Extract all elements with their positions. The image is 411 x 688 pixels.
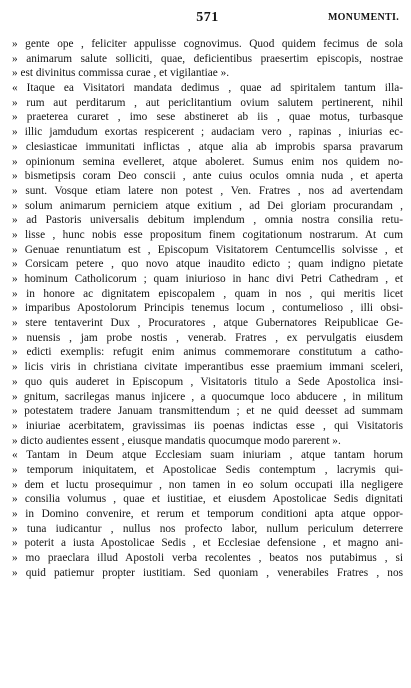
text-line: « Tantam in Deum atque Ecclesiam suam iniuriam , atque tantam horum [12, 449, 403, 462]
text-line: » mo praeclara illud Apostoli verba recolentes , beatos nos putabimus , si [12, 552, 403, 565]
text-line: « Itaque ea Visitatori mandata dedimus , quae ad spiritalem tantum illa- [12, 82, 403, 95]
text-line: » gnitum, sacrilegas manus injicere , a quocumque loco abducere , in militum [12, 390, 403, 403]
text-line: » solum animarum perniciem atque exitium , ad Dei gloriam procurandam , [12, 199, 403, 212]
text-line: » in honore ac dignitatem episcopalem , quam in nos , qui meritis licet [12, 287, 403, 300]
text-line: » edicti exemplis: refugit enim animus commemorare constitutum a catho- [12, 346, 403, 359]
text-line: » dem et luctu prosequimur , non tamen in eo solum occupati illa negligere [12, 478, 403, 491]
text-line: » clesiasticae immunitati inflictas , atque alia ab improbis sparsa pravarum [12, 140, 403, 153]
text-line: » temporum iniquitatem, et Apostolicae Sedis contemptum , lacrymis qui- [12, 463, 403, 476]
text-line: » rum aut perditarum , aut periclitantium ovium salutem pertinerent, nihil [12, 96, 403, 109]
text-line: » tuna iudicantur , nullus nos profecto labor, nullum periculum deterrere [12, 522, 403, 535]
text-line: » stere tentaverint Dux , Procuratores , atque Gubernatores Reipublicae Ge- [12, 317, 403, 330]
text-line: » sunt. Vosque etiam latere non potest , Ven. Fratres , nos ad avertendam [12, 184, 403, 197]
text-line: » bismetipsis coram Deo conscii , ante cuius oculos omnia nuda , et aperta [12, 170, 403, 183]
running-head: MONUMENTI. [327, 12, 399, 23]
text-line: » nuensis , jam probe nostis , venerab. Fratres , ex pervulgatis eiusdem [12, 331, 403, 344]
text-line: » quid patiemur propter iustitiam. Sed quoniam , venerabiles Fratres , nos [12, 566, 403, 579]
text-line: » gente ope , feliciter appulisse cognovimus. Quod quidem fecimus de sola [12, 38, 403, 50]
page-header [12, 10, 403, 30]
text-line: » quo quis auderet in Episcopum , Visitatoris titulo a Sede Apostolica insi- [12, 375, 403, 388]
text-line: » hominum Catholicorum ; quam iniurioso in hanc divi Petri Cathedram , et [12, 273, 403, 285]
text-line: » in Domino convenire, et rerum et temporum conditioni apta atque oppor- [12, 508, 403, 520]
text-line: » consilia volumus , quae et iustitiae, et eiusdem Apostolicae Sedis dignitati [12, 493, 403, 506]
page-number: 571 [196, 10, 219, 25]
text-line: » potestatem tradere Januam transmittendum ; et ne quid deesset ad summam [12, 405, 403, 418]
text-line: » dicto audientes essent , eiusque mandatis quocumque modo parerent ». [12, 434, 341, 447]
text-line: » Genuae renuntiatum est , Episcopum Visitatorem Centumcellis solvisse , et [12, 243, 403, 256]
text-line: » praeterea curaret , imo sese abstineret ab iis , quae motus, turbasque [12, 111, 403, 124]
text-line: » licis viris in christiana civitate imperantibus esse praemium immani sceleri, [12, 361, 403, 374]
text-line: » Corsicam petere , quo novo atque inaudito edicto ; quam indigno pietate [12, 258, 403, 271]
text-line: » animarum salute solliciti, quae, deficientibus praesertim episcopis, nostrae [12, 52, 403, 65]
text-line: » lisse , hunc nobis esse propositum finem cogitationum nostrarum. At cum [12, 228, 403, 241]
text-line: » imparibus Apostolorum Principis tenemus locum , contumelioso , illi obsi- [12, 302, 403, 315]
text-line: » illic jamdudum exortas respicerent ; audaciam vero , rapinas , iniurias ec- [12, 126, 403, 139]
text-line: » poterit a iusta Apostolicae Sedis , et Ecclesiae defensione , et magno ani- [12, 537, 403, 550]
text-line: » iniuriae acerbitatem, gravissimas iis poenas indictas esse , qui Visitatoris [12, 419, 403, 432]
body-text [12, 37, 403, 580]
text-line: » est divinitus commissa curae , et vigilantiae ». [12, 67, 230, 80]
text-line: » ad Pastoris universalis debitum implendum , omnia nostra consilia retu- [12, 214, 403, 227]
text-line: » opinionum semina evelleret, atque aboleret. Sumus enim nos quidem no- [12, 155, 403, 168]
